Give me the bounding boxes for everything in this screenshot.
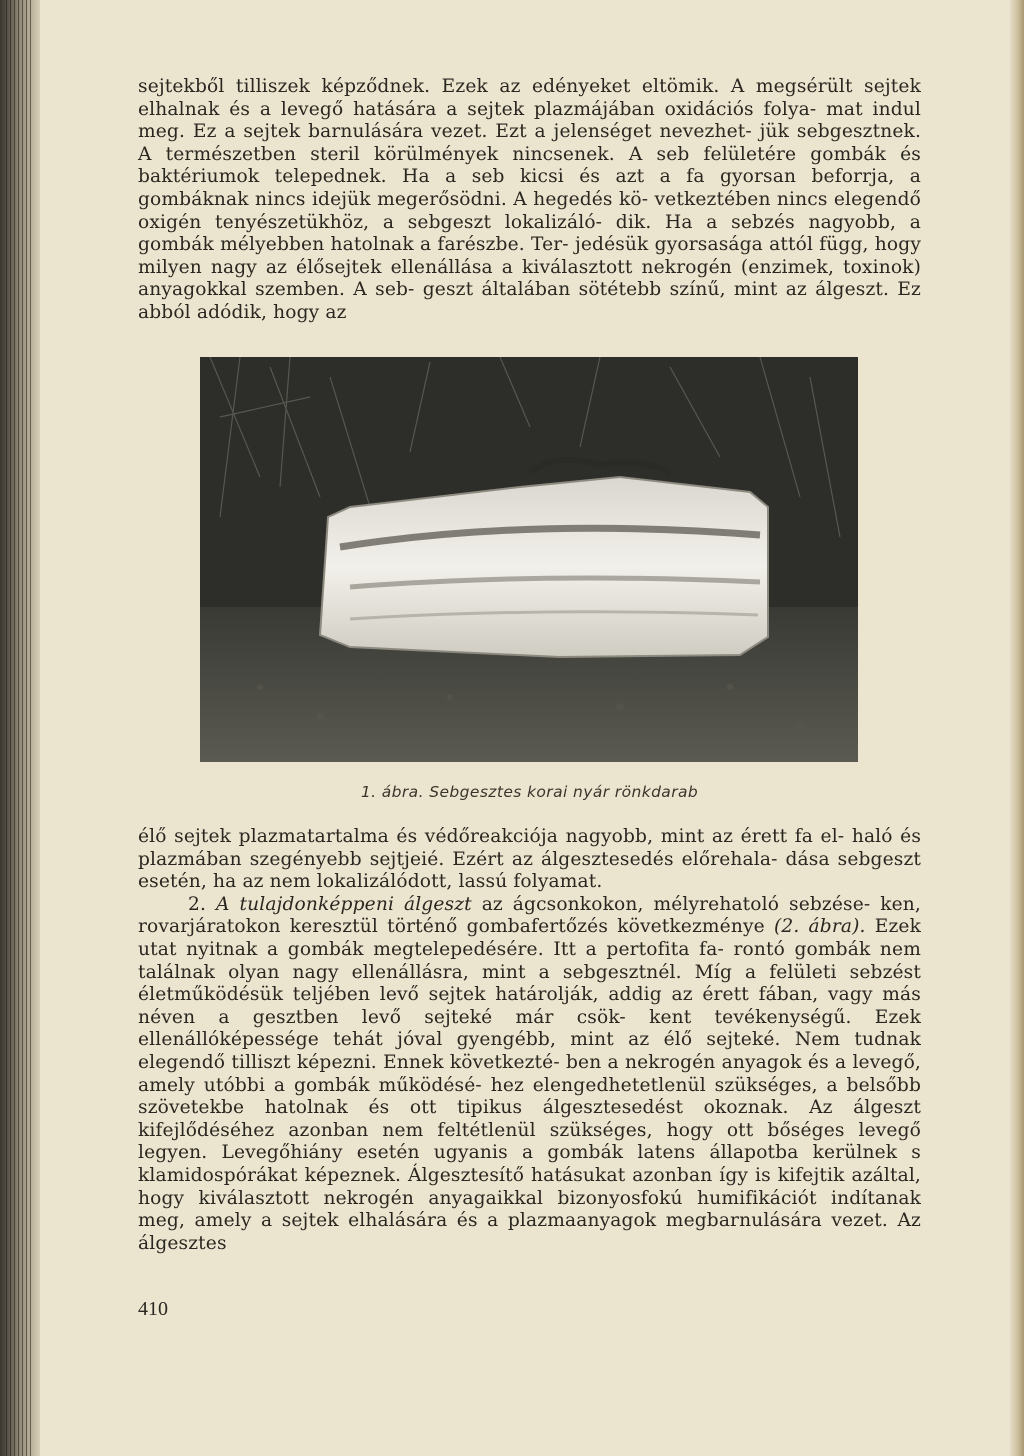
line: nekrogén anyagaikkal bizonyosfokú humifikációt indítanak meg, amely a	[138, 1187, 921, 1232]
paragraph-top	[138, 76, 921, 325]
line: gyorsan beforrja, a gombáknak nincs idejük megerősödni. A hegedés kö-	[138, 166, 921, 210]
paragraph-mid	[138, 826, 921, 894]
line: haló és plazmában szegényebb sejtjeié. Ezért az álgesztesedés előrehala-	[138, 826, 922, 870]
line: geszt általában sötétebb színű, mint az álgeszt. Ez abból adódik, hogy az	[138, 279, 922, 323]
line: az élő sejteké. Nem tudnak elegendő tilliszt képezni. Ennek következté-	[138, 1029, 921, 1073]
line: jedésük gyorsasága attól függ, hogy milyen nagy az élősejtek ellenállása	[138, 234, 921, 278]
line: ugyanis a gombák latens állapotba kerülnek s klamidospórákat képeznek.	[138, 1142, 921, 1186]
line: kent tevékenységű. Ezek ellenállóképessége tehát jóval gyengébb, mint	[138, 1006, 921, 1051]
page-edges	[6, 0, 32, 1456]
paragraph-bottom	[138, 826, 921, 1255]
section-number: 2.	[188, 893, 216, 915]
line: vetkeztében nincs elegendő oxigén tenyészetükhöz, a sebgeszt lokalizáló-	[138, 188, 921, 233]
line: élő sejtek plazmatartalma és védőreakciója nagyobb, mint az érett fa el-	[138, 826, 845, 847]
page-right-edge	[1010, 0, 1024, 1456]
line: Míg a felületi sebzést életműködésük teljében levő sejtek határolják,	[138, 961, 921, 1006]
paragraph-section-2	[138, 894, 921, 1256]
line: sejtekből tilliszek képződnek. Ezek az edényeket eltömik. A megsérült	[138, 76, 865, 97]
paragraph-top-text	[138, 76, 921, 325]
line: felületére gombák és baktériumok telepednek. Ha a seb kicsi és azt a fa	[138, 143, 921, 188]
line: dik. Ha a sebzés nagyobb, a gombák mélyebben hatolnak a farészbe. Ter-	[138, 211, 921, 256]
line: tipikus álgesztesedést okoznak. Az álgeszt kifejlődéséhez azonban nem	[138, 1097, 921, 1141]
page-number: 410	[138, 1298, 168, 1320]
line: rontó gombák nem találnak olyan nagy ellenállásra, mint a sebgesztnél.	[138, 938, 921, 983]
line: dása sebgeszt esetén, ha az nem lokalizálódott, lassú folyamat.	[138, 848, 922, 893]
line: ken, rovarjáratokon keresztül történő gombafertőzés következménye	[138, 893, 921, 938]
figure-caption: 1. ábra. Sebgesztes korai nyár rönkdarab	[360, 783, 699, 801]
line: Ezek utat nyitnak a gombák megtelepedésére. Itt a pertofita fa-	[138, 916, 921, 960]
figure-photo-log-section	[200, 357, 858, 762]
line: mat indul meg. Ez a sejtek barnulására vezet. Ezt a jelenséget nevezhet-	[138, 98, 921, 143]
line: a kiválasztott nekrogén (enzimek, toxinok) anyagokkal szemben. A seb-	[138, 256, 921, 301]
line: sejtek elhalnak és a levegő hatására a sejtek plazmájában oxidációs folya-	[138, 76, 921, 120]
section-title: A tulajdonképpeni álgeszt	[215, 893, 482, 915]
line: feltétlenül szükséges, hogy ott bőséges levegő legyen. Levegőhiány esetén	[138, 1119, 921, 1164]
section-intro: az ágcsonkokon, mélyrehatoló sebzése-	[481, 893, 871, 915]
figure-reference: (2. ábra).	[773, 916, 875, 938]
line: ben a nekrogén anyagok és a levegő, amely utóbbi a gombák működésé-	[138, 1051, 921, 1096]
line: addig az érett fában, vagy más néven a gesztben levő sejteké már csök-	[138, 984, 921, 1028]
line: jük sebgesztnek. A természetben steril körülmények nincsenek. A seb	[138, 121, 922, 165]
line: Álgesztesítő hatásukat azonban így is kifejtik azáltal, hogy kiválasztott	[138, 1164, 921, 1209]
line: sejtek elhalására és a plazmaanyagok megbarnulására vezet. Az álgesztes	[138, 1210, 921, 1254]
photo-illustration	[200, 357, 858, 762]
line: hez elengedhetetlenül szükséges, a belsőbb szövetekbe hatolnak és ott	[138, 1074, 921, 1119]
